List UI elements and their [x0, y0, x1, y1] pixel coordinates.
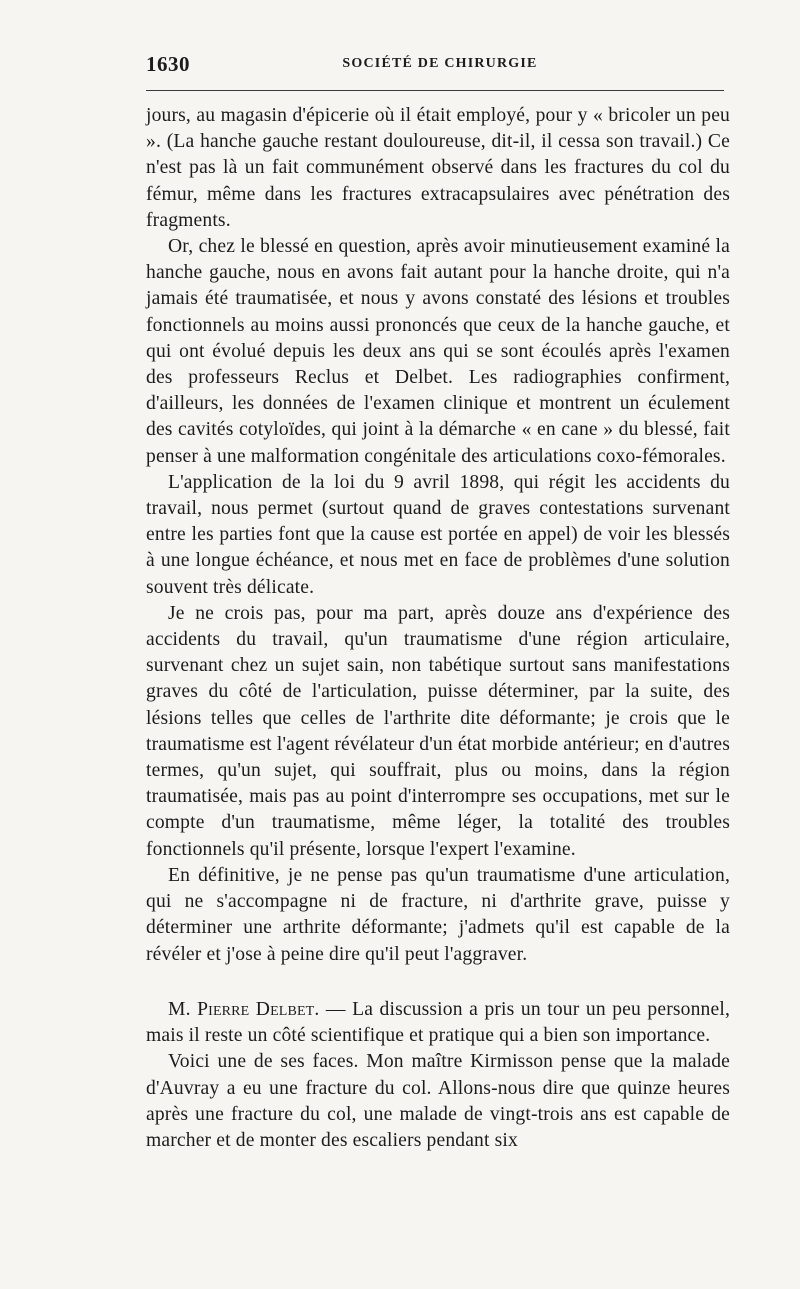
page-number: 1630 [146, 52, 190, 76]
running-head [146, 52, 734, 80]
paragraph: Je ne crois pas, pour ma part, après douze ans d'expérience des accidents du travail, qu'un traumatisme d'une région articulaire, survenant chez un sujet sain, non tabétique surtout sans manifestations graves du côté de l'articulation, puisse déterminer, par la suite, des lésions telles que celles de l'arthrite dite déformante; je crois que le traumatisme est l'agent révélateur d'un état morbide antérieur; en d'autres termes, qu'un sujet, qui souffrait, plus ou moins, dans la région traumatisée, mais pas au point d'interrompre ses occupations, met sur le compte d'un traumatisme, même léger, la totalité des troubles fonctionnels qu'il présente, lorsque l'expert l'examine. [146, 602, 730, 860]
section-divider [146, 980, 724, 981]
discussion-paragraph: Voici une de ses faces. Mon maître Kirmisson pense que la malade d'Auvray a eu une fracture du col. Allons-nous dire que quinze heures après une fracture du col, une malade de vingt-trois ans est capable de marcher et de monter des escaliers pendant six [146, 1051, 730, 1152]
speaker-name: M. Pierre Delbet. [168, 999, 320, 1020]
header-rule [146, 90, 724, 91]
paragraph: jours, au magasin d'épicerie où il était employé, pour y « bricoler un peu ». (La hanche gauche restant douloureuse, dit-il, il cessa son travail.) Ce n'est pas là un fait communément observé dans les fractures du col du fémur, même dans les fractures extracapsulaires avec pénétration des fragments. [146, 105, 730, 231]
running-title: SOCIÉTÉ DE CHIRURGIE [342, 56, 538, 71]
paragraph: Or, chez le blessé en question, après avoir minutieusement examiné la hanche gauche, nous en avons fait autant pour la hanche droite, qui n'a jamais été traumatisée, et nous y avons constaté des lésions et troubles fonctionnels au moins aussi prononcés que ceux de la hanche gauche, et qui ont évolué depuis les deux ans qui se sont écoulés après l'examen des professeurs Reclus et Delbet. Les radiographies confirment, d'ailleurs, les données de l'examen clinique et montrent un éculement des cavités cotyloïdes, qui joint à la démarche « en cane » du blessé, fait penser à une malformation congénitale des articulations coxo-fémorales. [146, 236, 730, 467]
paragraph: En définitive, je ne pense pas qu'un traumatisme d'une articulation, qui ne s'accompagne ni de fracture, ni d'arthrite grave, puisse y déterminer une arthrite déformante; j'admets qu'il est capable de la révéler et j'ose à peine dire qu'il peut l'aggraver. [146, 864, 730, 965]
discussion-paragraph [146, 997, 730, 1049]
discussion-section [146, 997, 730, 1154]
discussion-text: — La discussion a pris un tour un peu personnel, mais il reste un côté scientifique et pratique qui a bien son importance. [146, 999, 730, 1047]
paragraph: L'application de la loi du 9 avril 1898, qui régit les accidents du travail, nous permet (surtout quand de graves contestations survenant entre les parties font que la cause est portée en appel) de voir les blessés à une longue échéance, et nous met en face de problèmes d'une solution souvent très délicate. [146, 471, 730, 598]
main-text [146, 103, 730, 968]
